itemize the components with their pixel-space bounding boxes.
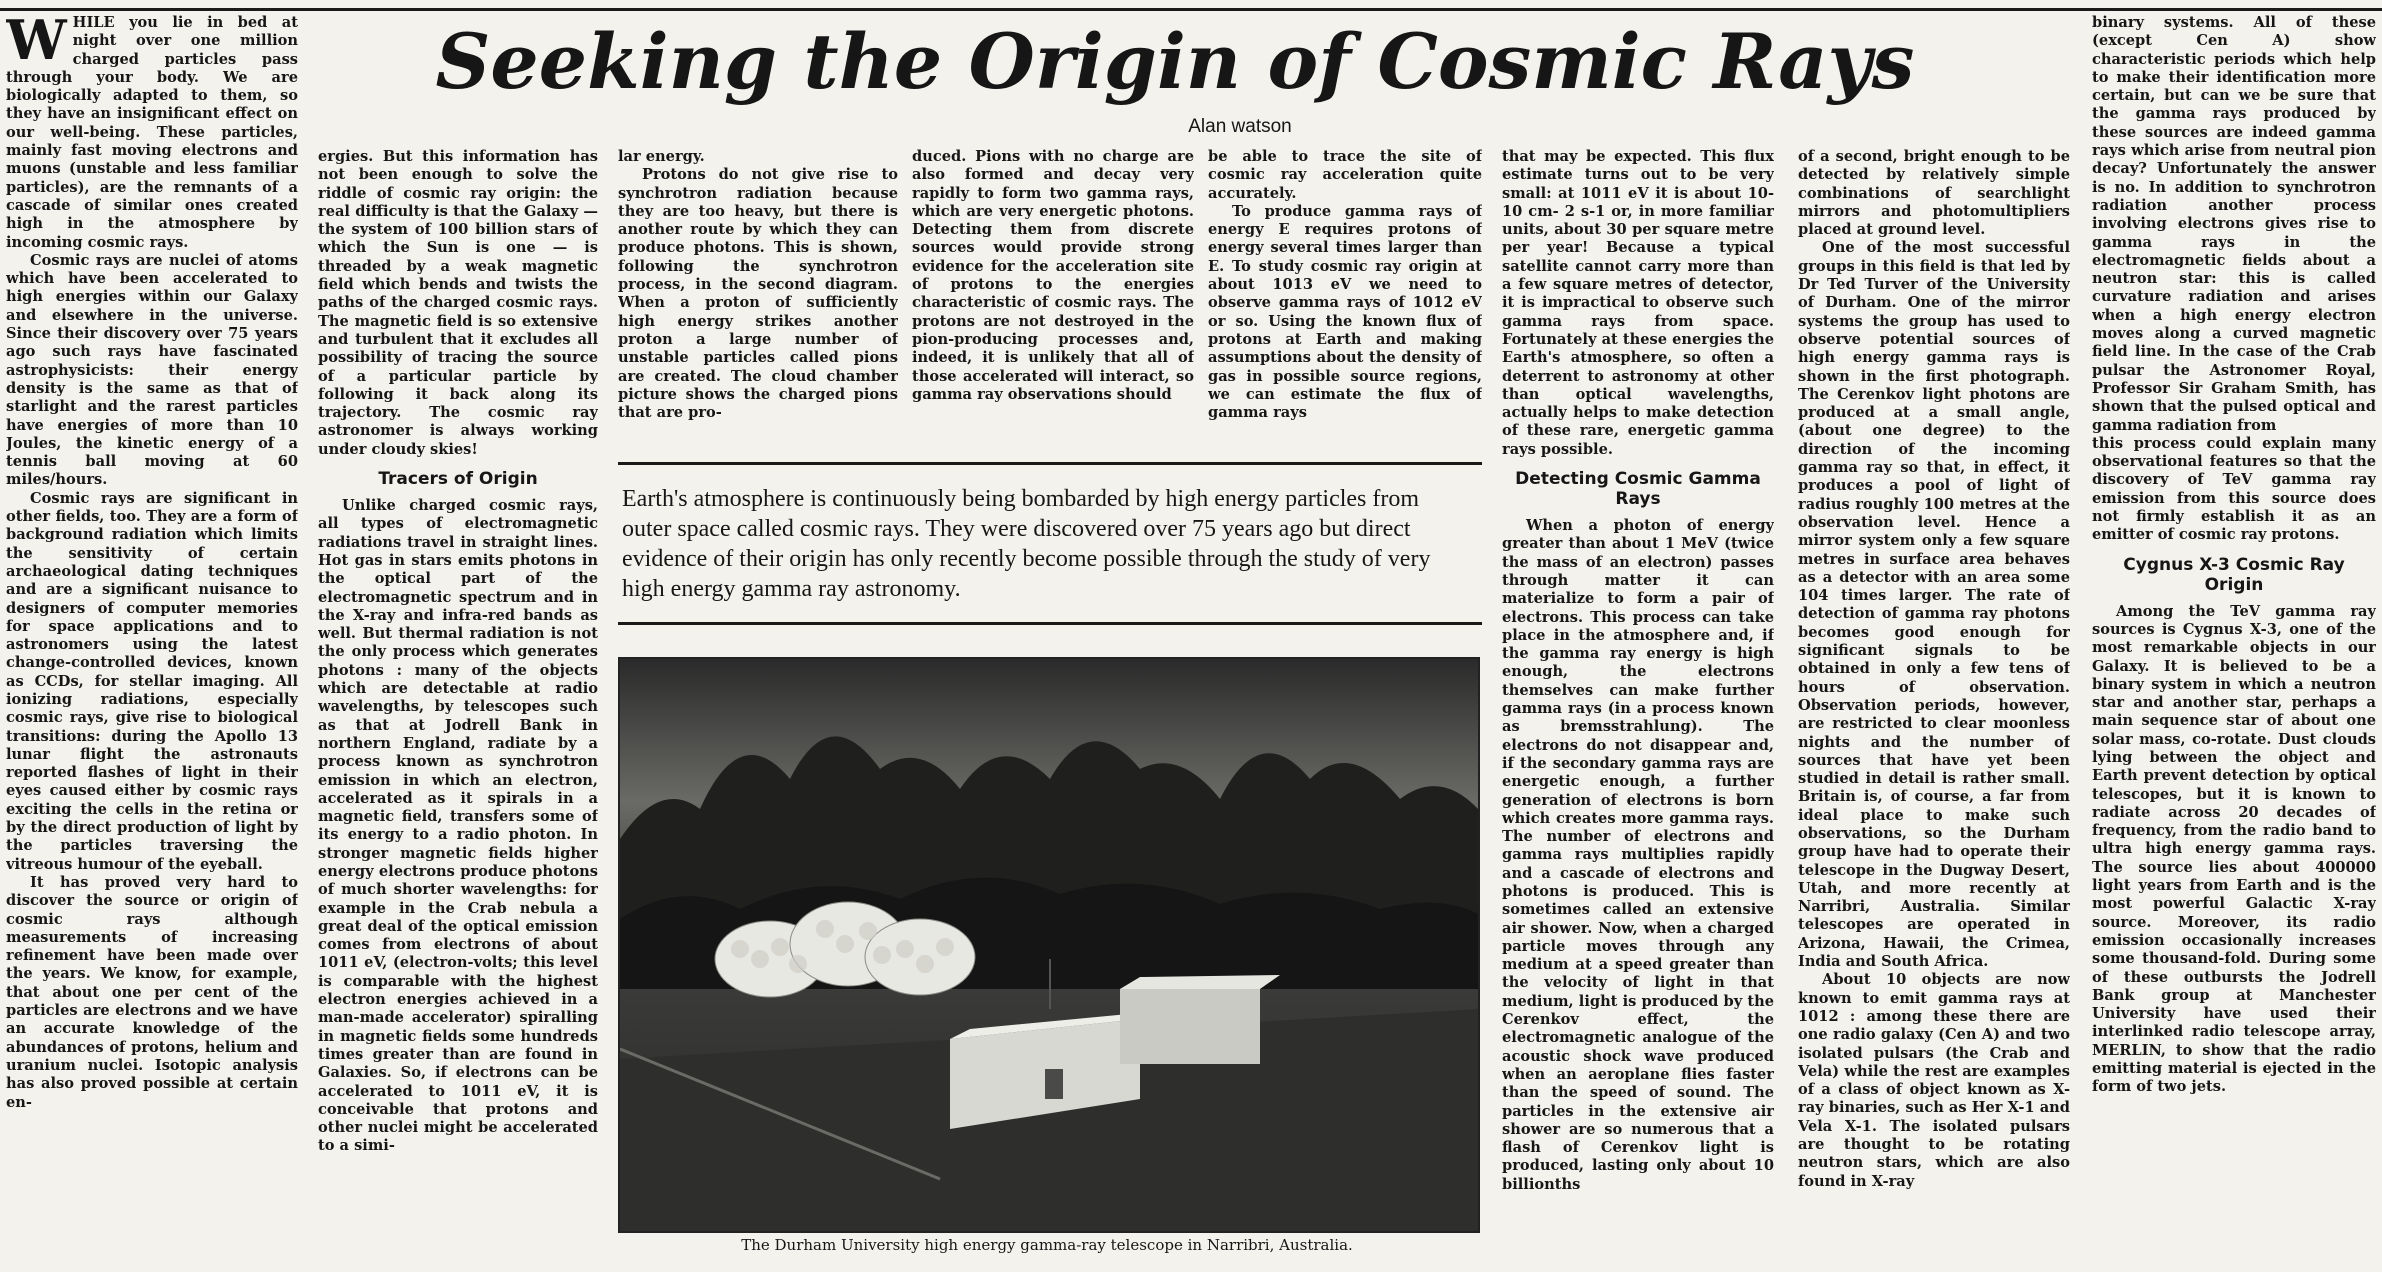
paragraph: this process could explain many observational features so that the discovery of TeV gamma ray emission from this source does not firmly establish it as an emitter of cosmic ray protons. xyxy=(2092,434,2376,544)
column-4 xyxy=(912,148,1194,448)
byline: Alan watson xyxy=(1188,116,1292,137)
paragraph: Cosmic rays are significant in other fields, too. They are a form of background radiation which limits the sensitivity of certain archaeological dating techniques and are a significant nuisance to designers of computer memories for space applications and to astronomers using the latest change-controlled devices, known as CCDs, for stellar imaging. All ionizing radiations, especially cosmic rays, give rise to biological transitions: during the Apollo 13 lunar flight the astronauts reported flashes of light in their eyes caused either by cosmic rays exciting the cells in the retina or by the direct production of light by the particles traversing the vitreous humour of the eyeball. xyxy=(6,489,298,873)
column-3 xyxy=(618,148,898,448)
column-1 xyxy=(6,14,298,1270)
top-rule xyxy=(0,8,2382,11)
subheading-detecting: Detecting Cosmic Gamma Rays xyxy=(1515,469,1761,510)
paragraph: duced. Pions with no charge are also formed and decay very rapidly to form two gamma rays, which are very energetic photons. Detecting them from discrete sources would provide strong evidence for the acceleration site of protons to the energies characteristic of cosmic rays. The protons are not destroyed in the pion-producing processes and, indeed, it is unlikely that all of those accelerated will interact, so gamma ray observations should xyxy=(912,148,1194,403)
paragraph: of a second, bright enough to be detected by relatively simple combinations of searchlight mirrors and photomultipliers placed at ground level. xyxy=(1798,148,2070,239)
paragraph: It has proved very hard to discover the source or origin of cosmic rays although measurements of increasing refinement have been made over the years. We know, for example, that about one per cent of the particles are electrons and we have an accurate knowledge of the abundances of protons, helium and uranium nuclei. Isotopic analysis has also proved possible at certain en- xyxy=(6,873,298,1111)
paragraph: HILE you lie in bed at night over one million charged particles pass through your body. We are biologically adapted to them, so they have an insignificant effect on our well-being. These particles, mainly fast moving electrons and muons (unstable and less familiar particles), are the remnants of a cascade of similar ones created high in the atmosphere by incoming cosmic rays. xyxy=(6,14,298,251)
paragraph: To produce gamma rays of energy E requires protons of energy several times larger than E. To study cosmic ray origin at about 1013 eV we need to observe gamma rays of 1012 eV or so. Using the known flux of protons at Earth and making assumptions about the density of gas in possible source regions, we can estimate the flux of gamma rays xyxy=(1208,202,1482,422)
article-title: Seeking the Origin of Cosmic Rays xyxy=(435,17,1915,106)
column-2 xyxy=(318,148,598,1270)
paragraph: binary systems. All of these (except Cen A) show characteristic periods which help to make their identification more certain, but can we be sure that the gamma rays produced by these sources are indeed gamma rays which arise from neutral pion decay? Unfortunately the answer is no. In addition to synchrotron radiation another process involving electrons gives rise to gamma rays in the electromagnetic fields about a neutron star: this is called curvature radiation and arises when a high energy electron moves along a curved magnetic field line. In the case of the Crab pulsar the Astronomer Royal, Professor Sir Graham Smith, has shown that the pulsed optical and gamma radiation from xyxy=(2092,14,2376,434)
column-5 xyxy=(1208,148,1482,448)
paragraph: About 10 objects are now known to emit gamma rays at 1012 : among these there are one radio galaxy (Cen A) and two isolated pulsars (the Crab and Vela) while the rest are examples of a class of object known as X-ray binaries, such as Her X-1 and Vela X-1. The isolated pulsars are thought to be rotating neutron stars, which are also found in X-ray xyxy=(1798,971,2070,1190)
paragraph: be able to trace the site of cosmic ray acceleration quite accurately. xyxy=(1208,148,1482,202)
paragraph: When a photon of energy greater than about 1 MeV (twice the mass of an electron) passes through matter it can materialize to form a pair of electrons. This process can take place in the atmosphere and, if the gamma ray energy is high enough, the electrons themselves can make further gamma rays (in a process known as bremsstrahlung). The electrons do not disappear and, if the secondary gamma rays are energetic enough, a further generation of electrons is born which creates more gamma rays. The number of electrons and gamma rays multiplies rapidly and a cascade of electrons and photons is produced. This is sometimes called an extensive air shower. Now, when a charged particle moves through any medium at a speed greater than the velocity of light in that medium, light is produced by the Cerenkov effect, the electromagnetic analogue of the acoustic shock wave produced when an aeroplane flies faster than the speed of sound. The particles in the extensive air shower are so numerous that a flash of Cerenkov light is produced, lasting only about 10 billionths xyxy=(1502,517,1774,1193)
paragraph: Protons do not give rise to synchrotron radiation because they are too heavy, but there is another route by which they can produce photons. This is shown, following the synchrotron process, in the second diagram. When a proton of sufficiently high energy strikes another proton a large number of unstable particles called pions are created. The cloud chamber picture shows the charged pions that are pro- xyxy=(618,166,898,422)
column-8 xyxy=(2092,14,2376,1270)
column-6 xyxy=(1502,148,1774,1270)
paragraph: lar energy. xyxy=(618,148,705,165)
paragraph: Unlike charged cosmic rays, all types of electromagnetic radiations travel in straight lines. Hot gas in stars emits photons in the optical part of the electromagnetic spectrum and in the X-ray and infra-red bands as well. But thermal radiation is not the only process which generates photons : many of the objects which are detectable at radio wavelengths, by telescopes such as that at Jodrell Bank in northern England, radiate by a process known as synchrotron emission in which an electron, accelerated as it spirals in a magnetic field, transfers some of its energy to a radio photon. In stronger magnetic fields higher energy electrons produce photons of much shorter wavelengths: for example in the Crab nebula a great deal of the optical emission comes from electrons of about 1011 eV, (electron-volts; this level is comparable with the highest electron energies achieved in a man-made accelerator) spiralling in magnetic fields some hundreds times greater than are found in Galaxies. So, if electrons can be accelerated to 1011 eV, it is conceivable that protons and other nuclei might be accelerated to a simi- xyxy=(318,497,598,1155)
drop-cap: W xyxy=(6,14,67,72)
paragraph: Cosmic rays are nuclei of atoms which have been accelerated to high energies within our Galaxy and elsewhere in the universe. Since their discovery over 75 years ago such rays have fascinated astrophysicists: their energy density is the same as that of starlight and the rarest particles have energies of more than 10 Joules, the kinetic energy of a tennis ball moving at 60 miles/hours. xyxy=(6,251,298,489)
pullquote-rule-bottom xyxy=(618,622,1482,625)
subheading-cygnus: Cygnus X-3 Cosmic Ray Origin xyxy=(2123,554,2345,595)
pullquote-rule-top xyxy=(618,462,1482,465)
column-7 xyxy=(1798,148,2070,1270)
paragraph: Among the TeV gamma ray sources is Cygnus X-3, one of the most remarkable objects in our Galaxy. It is believed to be a binary system in which a neutron star and another star, perhaps a main sequence star of about one solar mass, co-rotate. Dust clouds lying between the object and Earth prevent detection by optical telescopes, but it is known to radiate across 20 decades of frequency, from the radio band to ultra high energy gamma rays. The source lies about 400000 light years from Earth and is the most powerful Galactic X-ray source. Moreover, its radio emission occasionally increases some thousand-fold. During some of these outbursts the Jodrell Bank group at Manchester University have used their interlinked radio telescope array, MERLIN, to show that the radio emitting material is ejected in the form of two jets. xyxy=(2092,602,2376,1096)
paragraph: that may be expected. This flux estimate turns out to be very small: at 1011 eV it is about 10-10 cm- 2 s-1 or, in more familiar units, about 30 per square metre per year! Because a typical satellite cannot carry more than a few square metres of detector, it is impractical to observe such gamma rays from space. Fortunately at these energies the Earth's atmosphere, so often a deterrent to astronomy at other than optical wavelengths, actually helps to make detection of these rare, energetic gamma rays possible. xyxy=(1502,148,1774,458)
pullquote: Earth's atmosphere is continuously being bombarded by high energy particles from outer space called cosmic rays. They were discovered over 75 years ago but direct evidence of their origin has only recently become possible through the study of very high energy gamma ray astronomy. xyxy=(622,486,1431,602)
paragraph: ergies. But this information has not been enough to solve the riddle of cosmic ray origin: the real difficulty is that the Galaxy — the system of 100 billion stars of which the Sun is one — is threaded by a weak magnetic field which bends and twists the paths of the charged cosmic rays. The magnetic field is so extensive and turbulent that it excludes all possibility of tracing the source of a particular particle by following it back along its trajectory. The cosmic ray astronomer is always working under cloudy skies! xyxy=(318,148,598,458)
photo-caption: The Durham University high energy gamma-ray telescope in Narribri, Australia. xyxy=(741,1236,1353,1254)
telescope-photo xyxy=(618,657,1480,1233)
subheading-tracers: Tracers of Origin xyxy=(378,469,538,490)
paragraph: One of the most successful groups in this field is that led by Dr Ted Turver of the University of Durham. One of the mirror systems the group has used to observe potential sources of high energy gamma rays is shown in the first photograph. The Cerenkov light photons are produced at a small angle, (about one degree) to the direction of the incoming gamma ray so that, in effect, it produces a pool of light of radius roughly 100 metres at the observation level. Hence a mirror system only a few square metres in surface area behaves as a detector with an area some 104 times larger. The rate of detection of gamma ray photons becomes good enough for significant signals to be obtained in only a few tens of hours of observation. Observation periods, however, are restricted to clear moonless nights and the number of sources that have yet been studied in detail is rather small. Britain is, of course, a far from ideal place to make such observations, so the Durham group have had to operate their telescope in the Dugway Desert, Utah, and more recently at Narribri, Australia. Similar telescopes are operated in Arizona, Hawaii, the Crimea, India and South Africa. xyxy=(1798,239,2070,971)
